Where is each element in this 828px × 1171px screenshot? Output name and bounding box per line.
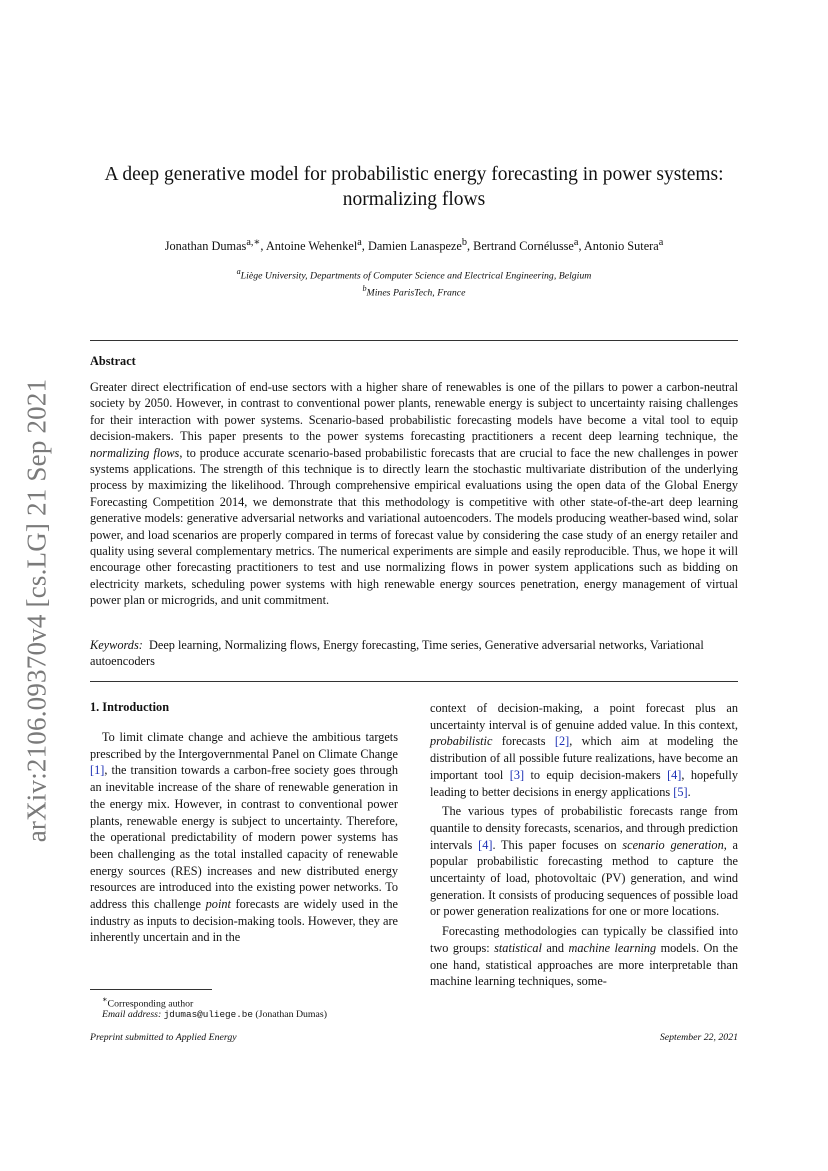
author-affil-mark: a <box>658 237 664 248</box>
citation-link[interactable]: [3] <box>509 767 525 782</box>
arxiv-identifier <box>22 370 52 850</box>
author-name: Jonathan Dumas <box>164 239 247 254</box>
keywords <box>90 637 738 670</box>
divider-top <box>90 340 738 341</box>
arxiv-stamp-text: arXiv:2106.09370v4 [cs.LG] 21 Sep 2021 <box>21 378 52 842</box>
section-heading: 1. Introduction <box>90 700 170 714</box>
author-affil-mark: a <box>573 237 579 248</box>
abstract-emphasis: normalizing flows <box>90 445 180 460</box>
footnote-divider <box>90 989 212 990</box>
affiliation-b: $^b$Mines ParisTech, France <box>362 284 466 299</box>
intro-paragraph: context of decision-making, a point forecast plus an uncertainty interval is of genuine added value. In this context, probabilistic forecasts [2], which aim at modeling the distribution of all possible future realizations, have become an important tool [3] to equip decision-makers [4], hopefully leading to better decisions in energy applications [5]. <box>430 701 738 799</box>
citation-link[interactable]: [4] <box>478 837 493 852</box>
affiliations <box>90 265 738 300</box>
intro-paragraph: To limit climate change and achieve the ambitious targets prescribed by the Intergovernmental Panel on Climate Change [1], the transition towards a carbon-free society goes through an inevitable increase of the share of renewable generation in the energy mix. However, in contrast to conventional power plants, renewable energy is subject to uncertainty. Therefore, the operational predictability of modern power systems has been challenging as the total installed capacity of renewable energy sources (RES) increases and new distributed energy resources are introduced into the existing power networks. To address this challenge point forecasts are widely used in the industry as inputs to decision-making tools. However, they are inherently uncertain and in the <box>90 730 398 945</box>
paper-title <box>90 162 738 212</box>
title-line-1: A deep generative model for probabilistic energy forecasting in power systems: <box>104 164 724 185</box>
author-name: Antonio Sutera <box>583 239 659 254</box>
abstract-heading: Abstract <box>90 354 136 368</box>
author-list: Jonathan Dumas$^{a,∗}$, Antoine Wehenkel$^a$, Damien Lanaspeze$^b$, Bertrand Cornélusse$^a$, Antonio Sutera$^a$ <box>164 237 664 254</box>
affiliation-a: $^a$Liège University, Departments of Computer Science and Electrical Engineering, Belgium <box>236 267 592 282</box>
abstract-body: Greater direct electrification of end-use sectors with a higher share of renewables is one of the pillars to power a carbon-neutral society by 2050. However, in contrast to conventional power plants, renewable energy is subject to uncertainty raising challenges for their interaction with power systems. Scenario-based probabilistic forecasting models have become a vital tool to equip decision-makers. This paper presents to the power systems forecasting practitioners a recent deep learning technique, the normalizing flows, to produce accurate scenario-based probabilistic forecasts that are crucial to face the new challenges in power systems applications. The strength of this technique is to directly learn the stochastic multivariate distribution of the underlying process by maximizing the likelihood. Through comprehensive empirical evaluations using the open data of the Global Energy Forecasting Competition 2014, we demonstrate that this methodology is competitive with other state-of-the-art deep learning generative models: generative adversarial networks and variational autoencoders. The models producing weather-based wind, solar power, and load scenarios are properly compared in terms of forecast value by considering the case study of an energy retailer and quality using several complementary metrics. The numerical experiments are simple and easily reproducible. Thus, we hope it will encourage other forecasting practitioners to test and use normalizing flows in power system applications such as bidding on electricity markets, scheduling power systems with high renewable energy sources penetration, energy management of virtual power plan or microgrids, and unit commitment. <box>90 380 738 608</box>
citation-link[interactable]: [1] <box>90 763 105 778</box>
divider-bottom <box>90 681 738 682</box>
footer-date: September 22, 2021 <box>659 1032 738 1043</box>
author-name: Bertrand Cornélusse <box>473 239 574 254</box>
left-column <box>90 729 398 946</box>
author-name: Damien Lanaspeze <box>367 239 462 254</box>
citation-link[interactable]: [4] <box>667 767 682 782</box>
author-affil-mark: a <box>357 237 362 248</box>
intro-paragraph: The various types of probabilistic forecasts range from quantile to density forecasts, scenarios, and through prediction intervals [4]. This paper focuses on scenario generation, a popular probabilistic forecasting method to capture the uncertainty of load, photovoltaic (PV) generation, and wind generation. It consists of producing sequences of possible load or power generation realizations for one or more locations. <box>430 804 739 919</box>
keywords-label: Keywords: <box>90 638 143 652</box>
author-affil-mark: a,∗ <box>246 237 261 248</box>
author-name: Antoine Wehenkel <box>265 239 358 254</box>
title-line-2: normalizing flows <box>342 189 486 210</box>
author-affil-mark: b <box>461 237 467 248</box>
citation-link[interactable]: [5] <box>673 784 688 799</box>
footer-journal: Preprint submitted to Applied Energy <box>90 1032 237 1043</box>
email-link[interactable]: jdumas@uliege.be <box>163 1009 253 1020</box>
citation-link[interactable]: [2] <box>554 734 570 749</box>
footnote-corresponding: ∗Corresponding author <box>102 995 194 1010</box>
right-column <box>430 700 738 990</box>
footnote-email: Email address: jdumas@uliege.be (Jonathan Dumas) <box>102 1009 327 1020</box>
intro-paragraph: Forecasting methodologies can typically be classified into two groups: statistical and machine learning models. On the one hand, statistical approaches are more interpretable than machine learning techniques, some- <box>430 924 738 989</box>
keywords-list: Deep learning, Normalizing flows, Energy forecasting, Time series, Generative adversarial networks, Variational autoencoders <box>90 638 704 669</box>
